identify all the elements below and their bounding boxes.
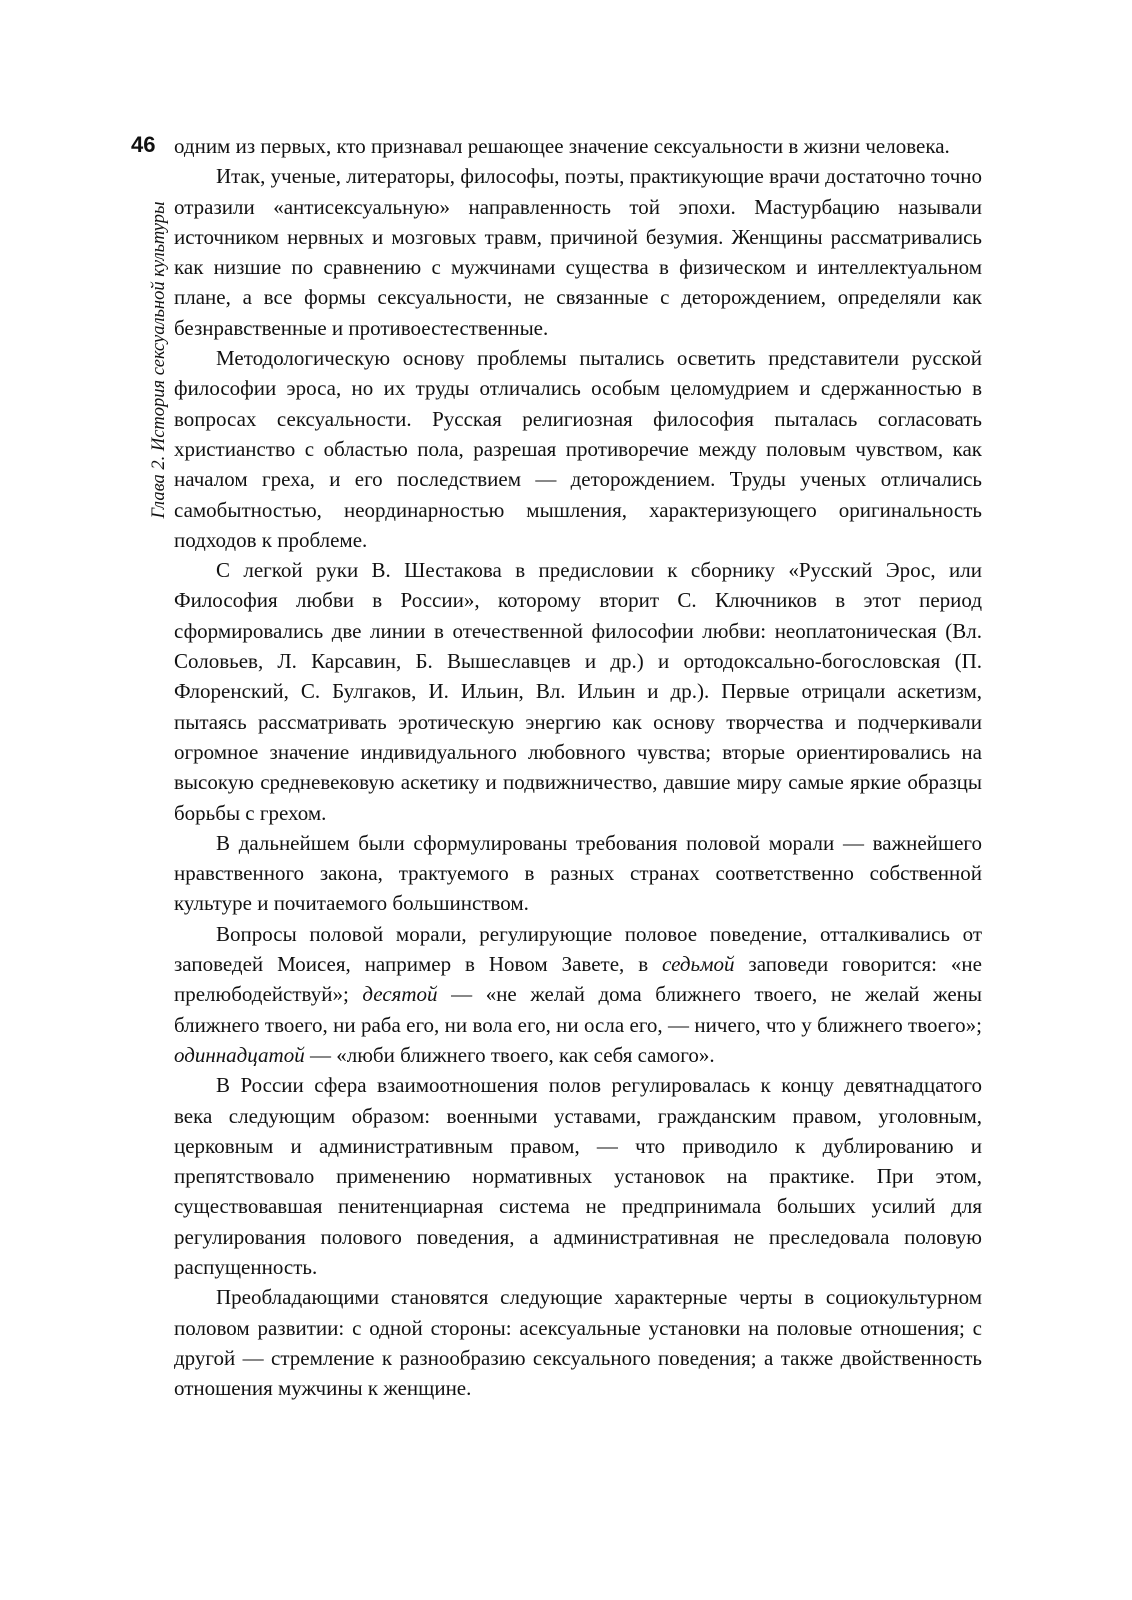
paragraph	[174, 343, 982, 555]
text-run: В России сфера взаимоотношения полов регулировалась к концу девятнадцатого века следующим образом: военными уставами, гражданским правом, уголовным, церковным и административным правом, — что приводило к дублированию и препятствовало применению нормативных установок на практике. При этом, существовавшая пенитенциарная система не предпринимала больших усилий для регулирования полового поведения, а административная не преследовала половую распущенность.	[174, 1073, 982, 1279]
paragraph	[174, 1282, 982, 1403]
paragraph	[174, 1070, 982, 1282]
paragraph	[174, 161, 982, 343]
italic-term: десятой	[362, 982, 438, 1007]
page-number: 46	[131, 132, 156, 157]
paragraph	[174, 919, 982, 1070]
text-body	[174, 131, 982, 1403]
text-run: Вопросы половой морали, регулирующие половое поведение, отталкивались от заповедей Моисея, например в Новом Завете, в	[174, 921, 982, 977]
paragraph	[174, 131, 982, 161]
text-run: В дальнейшем были сформулированы требования половой морали — важнейшего нравственного закона, трактуемого в разных странах соответственно собственной культуре и почитаемого большинством.	[174, 830, 982, 916]
running-head: Глава 2. История сексуальной культуры	[149, 201, 169, 519]
paragraph	[174, 555, 982, 828]
text-run: Методологическую основу проблемы пытались осветить представители русской философии эроса, но их труды отличались особым целомудрием и сдержанностью в вопросах сексуальности. Русская религиозная философия пыталась согласовать христианство с областью пола, разрешая противоречие между половым чувством, как началом греха, и его последствием — деторождением. Труды ученых отличались самобытностью, неординарностью мышления, характеризующего оригинальность подходов к проблеме.	[174, 346, 982, 552]
text-run: — «не желай дома ближнего твоего, не желай жены ближнего твоего, ни раба его, ни вола его, ни осла его, — ничего, что у ближнего твоего»;	[174, 982, 982, 1037]
text-run: С легкой руки В. Шестакова в предисловии к сборнику «Русский Эрос, или Философия любви в России», которому вторит С. Ключников в этот период сформировались две линии в отечественной философии любви: неоплатоническая (Вл. Соловьев, Л. Карсавин, Б. Вышеславцев и др.) и ортодоксально-богословская (П. Флоренский, С. Булгаков, И. Ильин, Вл. Ильин и др.). Первые отрицали аскетизм, пытаясь рассматривать эротическую энергию как основу творчества и подчеркивали огромное значение индивидуального любовного чувства; вторые ориентировались на высокую средневековую аскетику и подвижничество, давшие миру самые яркие образцы борьбы с грехом.	[174, 558, 982, 825]
italic-term: одиннадцатой	[174, 1042, 305, 1067]
text-run: Преобладающими становятся следующие характерные черты в социокультурном половом развитии: с одной стороны: асексуальные установки на половые отношения; с другой — стремление к разнообразию сексуального поведения; а также двойственность отношения мужчины к женщине.	[174, 1285, 982, 1401]
text-run: одним из первых, кто признавал решающее значение сексуальности в жизни человека.	[174, 134, 950, 158]
italic-term: седьмой	[662, 952, 735, 977]
paragraph	[174, 828, 982, 919]
text-run: Итак, ученые, литераторы, философы, поэты, практикующие врачи достаточно точно отразили «антисексуальную» направленность той эпохи. Мастурбацию называли источником нервных и мозговых травм, причиной безумия. Женщины рассматривались как низшие по сравнению с мужчинами существа в физическом и интеллектуальном плане, а все формы сексуальности, не связанные с деторождением, определяли как безнравственные и противоестественные.	[174, 164, 982, 340]
text-run: заповеди говорится: «не прелюбодействуй»;	[174, 952, 982, 1007]
text-run: — «люби ближнего твоего, как себя самого».	[304, 1042, 715, 1067]
